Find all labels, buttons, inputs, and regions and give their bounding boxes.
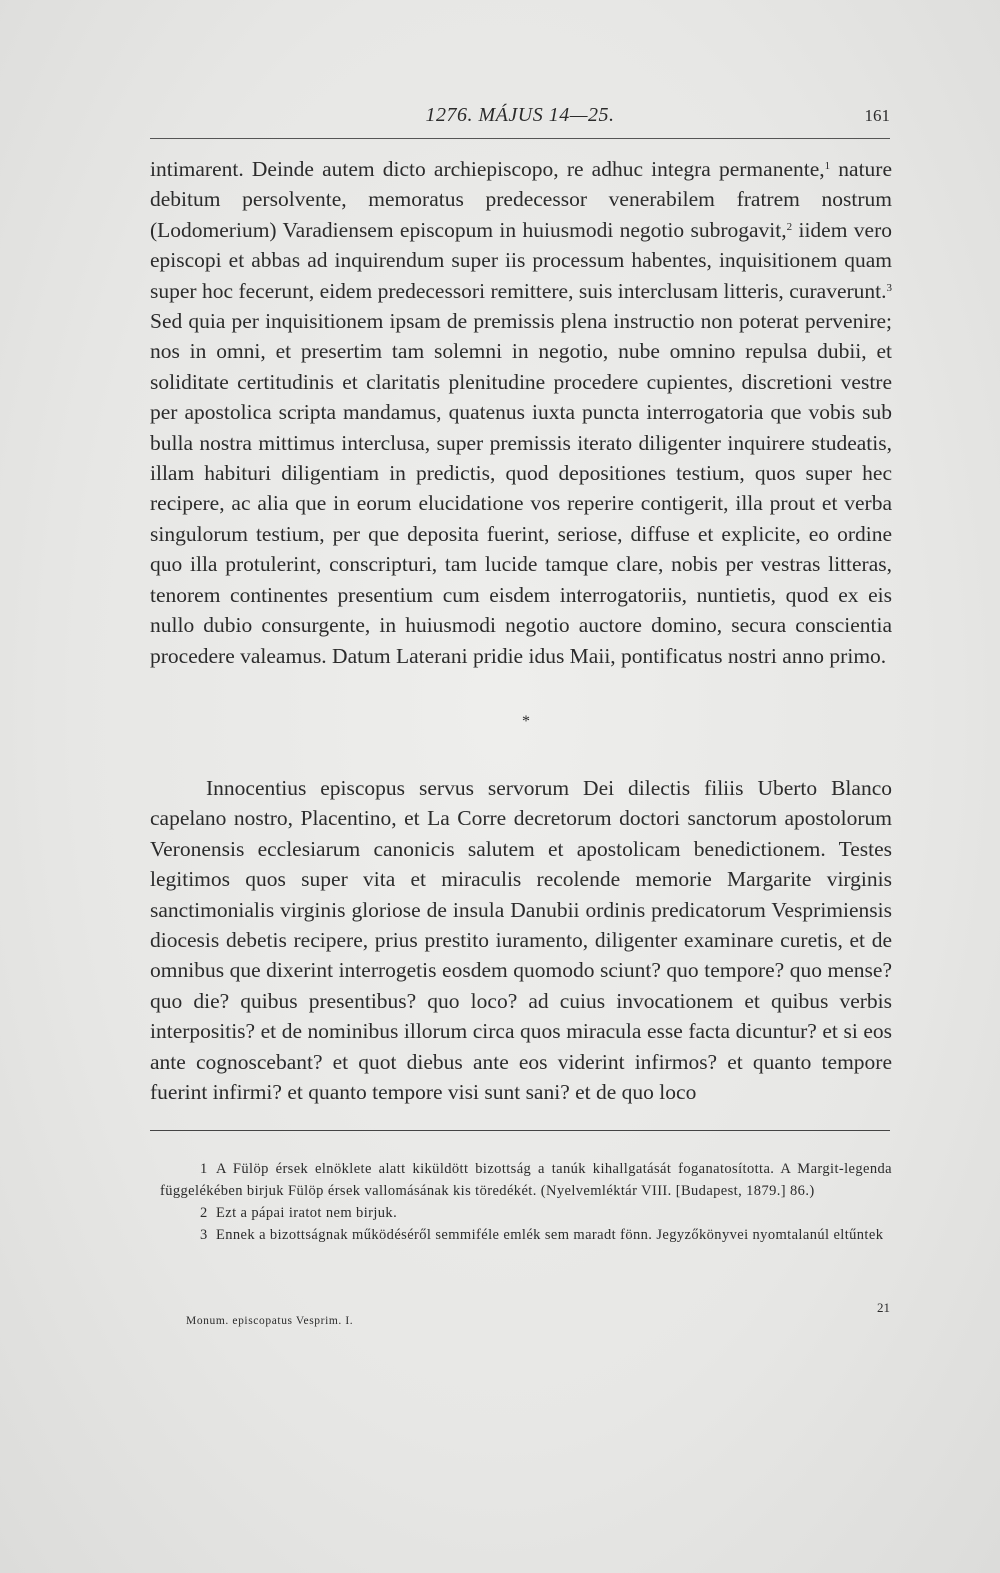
footnote-2: [160, 1202, 892, 1224]
paragraph-1-part-4: Sed quia per inquisitionem ipsam de premissis plena instructio non poterat pervenire; nos in omni, et presertim tam solemni in negotio, nube omnino repulsa dubii, et soliditate certitudinis et claritatis plenitudine procedere cupientes, discretioni vestre per apostolica scripta mandamus, quatenus iuxta puncta interrogatoria que vobis sub bulla nostra mittimus interclusa, super premissis iterato diligenter inquirere studeatis, illam habituri diligentiam in predictis, quod depositiones testium, quos super hec recipere, ac alia que in eorum elucidatione vos reperire contigerit, illa prout et verba singulorum testium, per que deposita fuerint, seriose, diffuse et explicite, eo ordine quo illa protulerint, conscripturi, tam lucide tamque clare, nobis per vestras litteras, tenorem continentes presentium cum eisdem interrogatoriis, nuntietis, quod ex eis nullo dubio consurgente, in huiusmodi negotio auctore domino, secura conscientia procedere valeamus. Datum Laterani pridie idus Maii, pontificatus nostri anno primo.: [150, 309, 892, 668]
running-head: 1276. MÁJUS 14—25.: [425, 104, 615, 126]
footnote-rule: [150, 1130, 890, 1131]
page-number: 161: [864, 106, 890, 125]
paragraph-1-part-2: nature debitum persolvente, memoratus predecessor venerabilem fratrem nostrum (Lodomerium) Varadiensem episcopum in huiusmodi negotio subrogavit,: [150, 157, 893, 242]
footnote-text: Ezt a pápai iratot nem birjuk.: [216, 1205, 398, 1221]
paragraph-2: Innocentius episcopus servus servorum Dei dilectis filiis Uberto Blanco capelano nostro, Placentino, et La Corre decretorum doctori sanctorum apostolorum Veronensis ecclesiarum canonicis salutem et apostolicam benedictionem. Testes legitimos quos super vita et miraculis recolende memorie Margarite virginis sanctimonialis virginis gloriose de insula Danubii ordinis predicatorum Vesprimiensis diocesis debetis recipere, prius prestito iuramento, diligenter examinare curetis, et de omnibus que dixerint interrogetis eosdem quomodo sciunt? quo tempore? quo mense? quo die? quibus presentibus? quo loco? ad cuius invocationem et quibus verbis interpositis? et de nominibus illorum circa quos miracula esse facta dicuntur? et si eos ante cognoscebant? et quot diebus ante eos viderint infirmos? et quanto tempore fuerint infirmi? et quanto tempore visi sunt sani? et de quo loco: [150, 776, 892, 1105]
paragraph-1-part-3: iidem vero episcopi et abbas ad inquirendum super iis processum habentes, inquisitionem quam super hoc fecerunt, eidem predecessori remittere, suis interclusam litteris, curaverunt.: [150, 217, 892, 303]
header-rule: [150, 138, 890, 139]
footnote-ref-3: 3: [886, 281, 892, 294]
footnote-text: Ennek a bizottságnak működéséről semmiféle emlék sem maradt fönn. Jegyzőkönyvei nyomtalanúl eltűntek: [216, 1227, 884, 1243]
footnotes: [160, 1158, 892, 1246]
footnote-marker: 2: [200, 1205, 208, 1221]
footnote-ref-1: 1: [824, 160, 831, 172]
footnote-3: [160, 1224, 892, 1246]
footnote-ref-2: 2: [786, 220, 793, 233]
section-separator: *: [522, 713, 530, 730]
paragraph-1-part-1: intimarent. Deinde autem dicto archiepiscopo, re adhuc integra permanente,: [150, 157, 825, 181]
bibliographic-signature: Monum. episcopatus Vesprim. I.: [186, 1315, 354, 1327]
footnote-text: A Fülöp érsek elnöklete alatt kiküldött bizottság a tanúk kihallgatását foganatosította. A Margit-legenda függelékében birjuk Fülöp érsek vallomásának kis töredékét. (Nyelvemléktár VIII. [Budapest, 1879.] 86.): [160, 1161, 892, 1199]
paragraph-1: [150, 154, 892, 671]
footnote-1: [160, 1158, 892, 1202]
page-header: [150, 104, 890, 134]
footnote-marker: 3: [200, 1227, 208, 1243]
footnote-marker: 1: [200, 1161, 208, 1177]
sheet-number: 21: [877, 1300, 890, 1315]
